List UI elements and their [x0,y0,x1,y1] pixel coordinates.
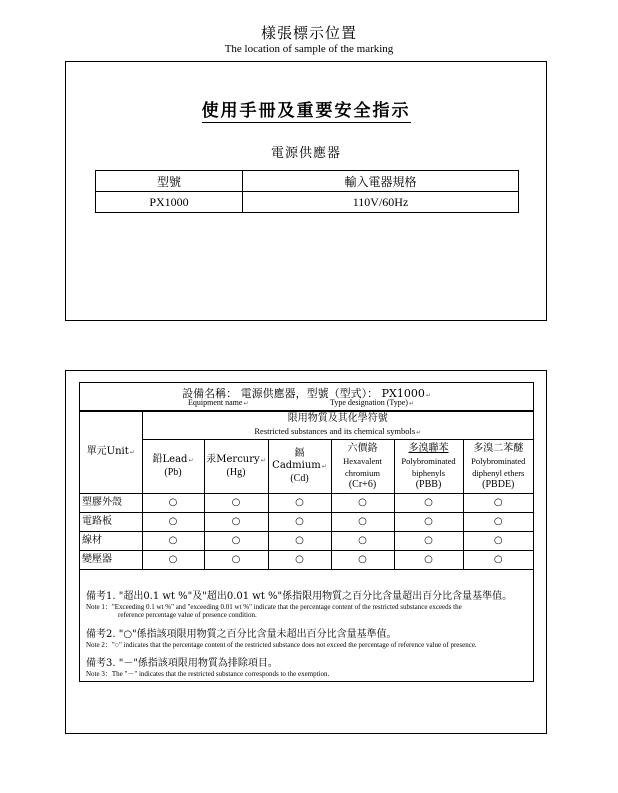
cell-value: ○ [331,513,394,532]
cell-value: ○ [394,551,463,570]
cell-value: ○ [331,551,394,570]
table-row: 變壓器 ○ ○ ○ ○ ○ ○ [80,551,533,570]
header-title-en: The location of sample of the marking [224,43,394,55]
substance-hexavalent-chromium: 六價鉻 Hexavalent chromium (Cr+6) [331,440,394,494]
restricted-header: 限用物質及其化學符號 Restricted substances and its chemical symbols↵ [142,412,533,440]
rohs-box [65,370,547,734]
table-row: 線材 ○ ○ ○ ○ ○ ○ [80,532,533,551]
substance-mercury: 汞Mercury↵ (Hg) [204,440,268,494]
cell-value: ○ [142,532,204,551]
cell-value: ○ [204,494,268,513]
cell-value: ○ [142,551,204,570]
cell-value: ○ [268,513,331,532]
cell-value: ○ [268,551,331,570]
substance-lead: 鉛Lead↵ (Pb) [142,440,204,494]
note2-zh: 備考2. "○"係指該項限用物質之百分比含量未超出百分比含量基準值。 [86,629,397,640]
cell-value: ○ [463,494,533,513]
equipment-header [80,383,533,411]
cell-value: ○ [394,494,463,513]
table-row: 塑膠外殼 ○ ○ ○ ○ ○ ○ [80,494,533,513]
note3-en: Note 3：The "－" indicates that the restricted substance corresponds to the exemption. [86,670,330,678]
cell-value: ○ [463,551,533,570]
notes-section [80,583,533,681]
product-name: 電源供應器 [270,146,341,161]
cell-value: ○ [463,532,533,551]
manual-title: 使用手冊及重要安全指示 [201,101,411,121]
cell-value: ○ [204,513,268,532]
spec-input-value: 110V/60Hz [243,192,519,213]
substance-pbb: 多溴聯苯 Polybrominated biphenyls (PBB) [394,440,463,494]
note1-en: Note 1："Exceeding 0.1 wt %" and "exceeding 0.01 wt %" indicate that the percentage content of the restricted substance exceeds the [86,603,462,611]
spec-model-value: PX1000 [96,192,243,213]
cell-value: ○ [204,551,268,570]
cell-value: ○ [394,532,463,551]
note1-zh: 備考1. "超出0.1 wt %"及"超出0.01 wt %"係指限用物質之百分比含量超出百分比含量基準值。 [86,591,513,602]
equipment-zh: 設備名稱： 電源供應器，型號（型式）： PX1000↵ [182,387,431,400]
substance-cadmium: 鎘Cadmium↵ (Cd) [268,440,331,494]
cell-value: ○ [204,532,268,551]
substance-pbde: 多溴二苯醚 Polybrominated diphenyl ethers (PBDE) [463,440,533,494]
rohs-declaration [79,382,534,682]
cell-value: ○ [331,532,394,551]
substance-table [80,411,533,570]
manual-cover-box [65,61,547,321]
cell-value: ○ [331,494,394,513]
type-designation-en: Type designation (Type)↵ [330,398,414,407]
unit-label: 單元Unit↵ [80,412,142,494]
spec-header-model: 型號 [96,171,243,192]
note3-zh: 備考3. "－"係指該項限用物質為排除項目。 [86,658,278,669]
cell-value: ○ [394,513,463,532]
note1-en-cont: reference percentage value of presence condition. [118,611,257,619]
header-title-zh: 樣張標示位置 [260,24,357,42]
spec-header-input: 輸入電器規格 [243,171,519,192]
table-row: 電路板 ○ ○ ○ ○ ○ ○ [80,513,533,532]
cell-value: ○ [268,494,331,513]
cell-value: ○ [268,532,331,551]
cell-value: ○ [463,513,533,532]
equipment-name-en: Equipment name↵ [188,398,249,407]
spec-table [95,170,519,213]
cell-value: ○ [142,494,204,513]
note2-en: Note 2："○" indicates that the percentage content of the restricted substance does not exceed the percentage of reference value of presence. [86,641,477,649]
cell-value: ○ [142,513,204,532]
